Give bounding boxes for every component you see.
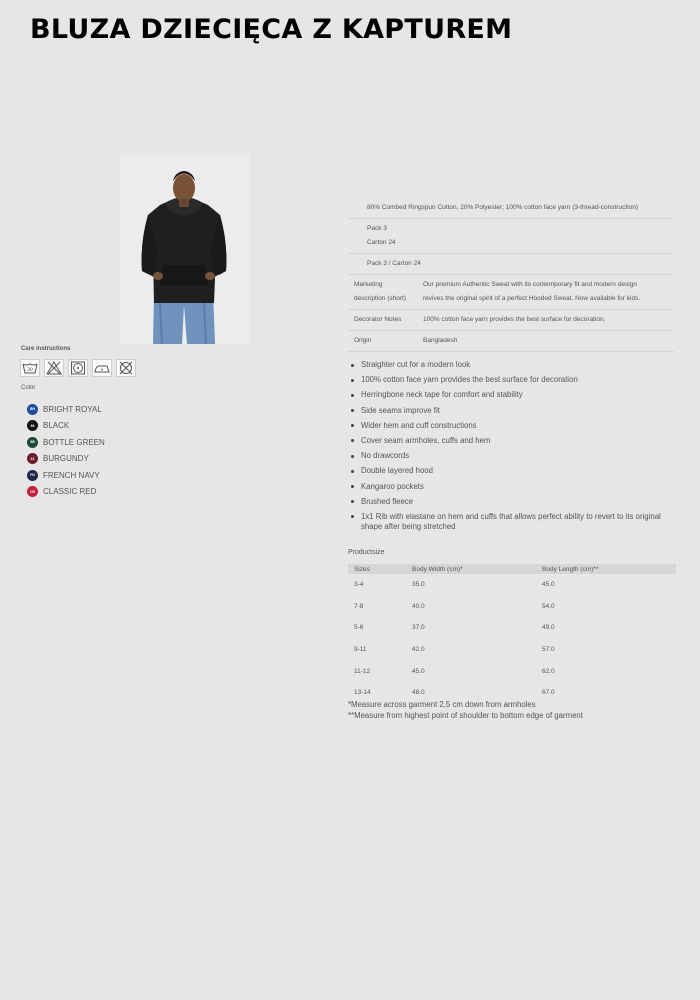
- spec-marketing-value-line: Our premium Authentic Sweat with its contemporary fit and modern design: [423, 281, 637, 288]
- note-width: *Measure across garment 2,5 cm down from armholes: [348, 700, 536, 709]
- feature-item: Kangaroo pockets: [350, 482, 680, 492]
- feature-list: [350, 360, 680, 537]
- color-swatch: 41: [27, 453, 38, 464]
- spec-origin-label: Origin: [354, 337, 372, 344]
- length-cell: 49.0: [542, 624, 555, 632]
- table-row: [348, 574, 676, 596]
- size-cell: 9-11: [354, 646, 367, 654]
- spec-pack-carton: Pack 3 / Carton 24: [348, 254, 674, 275]
- spec-carton-value: Carton 24: [367, 239, 396, 246]
- tumble-dry-icon: [68, 359, 88, 377]
- wash-30-icon: [20, 359, 40, 377]
- color-item-classic-red: [27, 484, 105, 501]
- color-name: BRIGHT ROYAL: [43, 404, 102, 414]
- length-cell: 54.0: [542, 602, 555, 610]
- product-size-title: Productsize: [348, 549, 385, 556]
- table-row: [348, 596, 676, 618]
- table-row: [348, 639, 676, 661]
- width-cell: 37.0: [412, 624, 425, 632]
- width-cell: 48.0: [412, 689, 425, 697]
- length-cell: 62.0: [542, 667, 555, 675]
- width-cell: 42.0: [412, 646, 425, 654]
- color-item-bottle-green: [27, 434, 105, 451]
- size-cell: 11-12: [354, 667, 371, 675]
- length-cell: 57.0: [542, 646, 555, 654]
- size-cell: 13-14: [354, 689, 371, 697]
- product-photo: [120, 153, 249, 344]
- specs-table: [348, 198, 674, 352]
- size-header-length: Body Length (cm)**: [536, 564, 676, 574]
- feature-item: Cover seam armholes, cuffs and hem: [350, 436, 680, 446]
- spec-decorator: [348, 310, 674, 331]
- spec-origin: [348, 331, 674, 352]
- size-table: [348, 564, 676, 704]
- color-swatch: 36: [27, 420, 38, 431]
- spec-marketing-value-line: revives the original spirit of a perfect Hooded Sweat. Now available for kids.: [423, 295, 641, 302]
- spec-decorator-label: Decorator Notes: [354, 316, 402, 323]
- feature-item: Wider hem and cuff constructions: [350, 421, 680, 431]
- feature-item: Herringbone neck tape for comfort and stability: [350, 390, 680, 400]
- spec-marketing-label: [348, 275, 423, 309]
- size-table-header: [348, 564, 676, 574]
- spec-marketing-label-line: description (short): [354, 295, 407, 302]
- feature-item: Brushed fleece: [350, 497, 680, 507]
- color-item-french-navy: [27, 467, 105, 484]
- feature-item: Straighter cut for a modern look: [350, 360, 680, 370]
- color-name: FRENCH NAVY: [43, 470, 100, 480]
- color-name: CLASSIC RED: [43, 487, 97, 497]
- color-item-burgundy: [27, 451, 105, 468]
- color-swatch: FN: [27, 470, 38, 481]
- length-cell: 45.0: [542, 581, 555, 589]
- svg-text:30: 30: [27, 368, 33, 373]
- no-dry-clean-icon: [116, 359, 136, 377]
- measurement-notes: [348, 700, 583, 721]
- table-row: [348, 617, 676, 639]
- color-name: BOTTLE GREEN: [43, 437, 105, 447]
- feature-item: Double layered hood: [350, 466, 680, 476]
- spec-marketing: [348, 275, 674, 310]
- note-length: **Measure from highest point of shoulder to bottom edge of garment: [348, 710, 583, 720]
- size-header-width: Body Width (cm)*: [406, 564, 536, 574]
- spec-pack: [348, 219, 674, 254]
- width-cell: 40.0: [412, 602, 425, 610]
- feature-item: 1x1 Rib with elastane on hem and cuffs that allows perfect ability to revert to its original shape after being stretched: [350, 512, 680, 532]
- color-list: [27, 401, 105, 500]
- spec-marketing-value: [423, 275, 674, 309]
- color-swatch: 5B: [27, 437, 38, 448]
- size-cell: 7-8: [354, 602, 364, 610]
- size-cell: 5-6: [354, 624, 364, 632]
- spec-pack-value: Pack 3: [367, 225, 387, 232]
- color-name: BURGUNDY: [43, 454, 89, 464]
- color-swatch: CR: [27, 486, 38, 497]
- color-item-bright-royal: [27, 401, 105, 418]
- spec-origin-value: Bangladesh: [423, 337, 458, 344]
- spec-material: 80% Combed Ringspun Cotton, 20% Polyester; 100% cotton face yarn (3-thread-construction): [348, 198, 674, 219]
- size-cell: 3-4: [354, 581, 364, 589]
- width-cell: 35.0: [412, 581, 425, 589]
- care-icons: [20, 359, 136, 377]
- feature-item: Side seams improve fit: [350, 406, 680, 416]
- care-instructions-title: Care instructions: [21, 346, 71, 352]
- color-item-black: [27, 418, 105, 435]
- color-swatch: BH: [27, 404, 38, 415]
- color-name: BLACK: [43, 421, 70, 431]
- iron-icon: [92, 359, 112, 377]
- width-cell: 45.0: [412, 667, 425, 675]
- no-bleach-icon: [44, 359, 64, 377]
- feature-item: No drawcords: [350, 451, 680, 461]
- page-title: BLUZA DZIECIĘCA Z KAPTUREM: [30, 14, 513, 45]
- spec-marketing-label-line: Marketing: [354, 281, 383, 288]
- table-row: [348, 660, 676, 682]
- feature-item: 100% cotton face yarn provides the best surface for decoration: [350, 375, 680, 385]
- spec-decorator-value: 100% cotton face yarn provides the best surface for decoration.: [423, 316, 606, 323]
- length-cell: 67.0: [542, 689, 555, 697]
- size-header-sizes: Sizes: [348, 564, 406, 574]
- color-title: Color: [21, 385, 36, 391]
